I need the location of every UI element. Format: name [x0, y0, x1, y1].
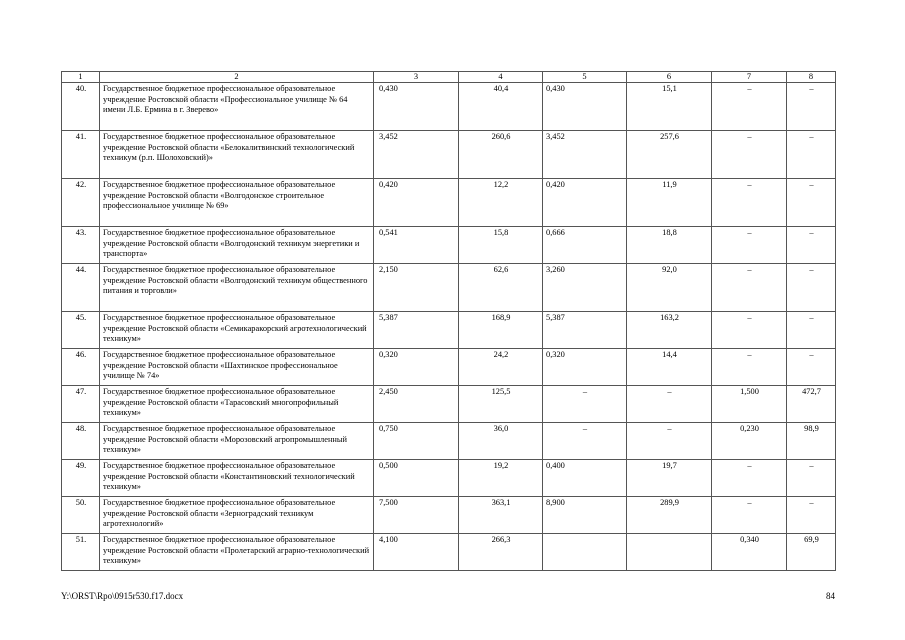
value-col-3: 0,320: [374, 349, 459, 386]
value-col-7: –: [712, 83, 787, 131]
table-row: [62, 423, 836, 460]
value-col-6: 15,1: [627, 83, 712, 131]
institution-name: Государственное бюджетное профессиональное образовательное учреждение Ростовской области «Волгодонское строительное профессиональное училище № 69»: [100, 179, 374, 227]
institution-name: Государственное бюджетное профессиональное образовательное учреждение Ростовской области «Белокалитвинский технологический техникум (р.п. Шолоховский)»: [100, 131, 374, 179]
institution-name: Государственное бюджетное профессиональное образовательное учреждение Ростовской области «Профессиональное училище № 64 имени Л.Б. Ермина в г. Зверево»: [100, 83, 374, 131]
table-row: [62, 83, 836, 131]
table-row: [62, 312, 836, 349]
value-col-3: 7,500: [374, 497, 459, 534]
value-col-4: 19,2: [459, 460, 543, 497]
value-col-7: –: [712, 460, 787, 497]
value-col-6: [627, 534, 712, 571]
value-col-8: 98,9: [787, 423, 836, 460]
value-col-4: 168,9: [459, 312, 543, 349]
value-col-4: 260,6: [459, 131, 543, 179]
column-header: 7: [712, 72, 787, 83]
value-col-4: 363,1: [459, 497, 543, 534]
value-col-6: 289,9: [627, 497, 712, 534]
value-col-3: 2,150: [374, 264, 459, 312]
institution-name: Государственное бюджетное профессиональное образовательное учреждение Ростовской области «Волгодонский техникум общественного питания и торговли»: [100, 264, 374, 312]
value-col-6: 14,4: [627, 349, 712, 386]
row-number: 43.: [62, 227, 100, 264]
value-col-5: 0,666: [543, 227, 627, 264]
value-col-7: 1,500: [712, 386, 787, 423]
value-col-4: 15,8: [459, 227, 543, 264]
value-col-8: –: [787, 349, 836, 386]
table-row: [62, 349, 836, 386]
row-number: 44.: [62, 264, 100, 312]
institution-name: Государственное бюджетное профессиональное образовательное учреждение Ростовской области «Пролетарский аграрно-технологический техникум»: [100, 534, 374, 571]
column-header: 1: [62, 72, 100, 83]
value-col-5: 0,400: [543, 460, 627, 497]
value-col-6: 19,7: [627, 460, 712, 497]
institution-name: Государственное бюджетное профессиональное образовательное учреждение Ростовской области «Семикаракорский агротехнологический техникум»: [100, 312, 374, 349]
value-col-6: 163,2: [627, 312, 712, 349]
value-col-4: 266,3: [459, 534, 543, 571]
value-col-7: 0,230: [712, 423, 787, 460]
column-header: 3: [374, 72, 459, 83]
row-number: 51.: [62, 534, 100, 571]
value-col-6: 18,8: [627, 227, 712, 264]
value-col-5: –: [543, 423, 627, 460]
table-row: [62, 227, 836, 264]
value-col-8: –: [787, 83, 836, 131]
column-header: 4: [459, 72, 543, 83]
value-col-5: 3,452: [543, 131, 627, 179]
institution-name: Государственное бюджетное профессиональное образовательное учреждение Ростовской области «Константиновский технологический техникум»: [100, 460, 374, 497]
value-col-3: 0,430: [374, 83, 459, 131]
value-col-7: –: [712, 264, 787, 312]
value-col-7: –: [712, 227, 787, 264]
value-col-4: 125,5: [459, 386, 543, 423]
value-col-8: –: [787, 460, 836, 497]
value-col-6: 257,6: [627, 131, 712, 179]
value-col-4: 62,6: [459, 264, 543, 312]
page-number: 84: [826, 591, 835, 601]
value-col-3: 0,750: [374, 423, 459, 460]
header-row: [62, 72, 836, 83]
column-header: 6: [627, 72, 712, 83]
column-header: 2: [100, 72, 374, 83]
row-number: 47.: [62, 386, 100, 423]
value-col-6: –: [627, 386, 712, 423]
value-col-5: 8,900: [543, 497, 627, 534]
table-row: [62, 534, 836, 571]
institution-name: Государственное бюджетное профессиональное образовательное учреждение Ростовской области «Зерноградский техникум агротехнологий»: [100, 497, 374, 534]
value-col-3: 0,420: [374, 179, 459, 227]
value-col-6: 92,0: [627, 264, 712, 312]
value-col-7: –: [712, 497, 787, 534]
value-col-3: 3,452: [374, 131, 459, 179]
institution-name: Государственное бюджетное профессиональное образовательное учреждение Ростовской области «Волгодонский техникум энергетики и транспорта»: [100, 227, 374, 264]
data-table: [61, 71, 836, 571]
value-col-4: 24,2: [459, 349, 543, 386]
value-col-3: 0,500: [374, 460, 459, 497]
value-col-6: 11,9: [627, 179, 712, 227]
institution-name: Государственное бюджетное профессиональное образовательное учреждение Ростовской области «Шахтинское профессиональное училище № 74»: [100, 349, 374, 386]
value-col-7: –: [712, 312, 787, 349]
table-row: [62, 497, 836, 534]
row-number: 46.: [62, 349, 100, 386]
value-col-6: –: [627, 423, 712, 460]
value-col-4: 40,4: [459, 83, 543, 131]
table-row: [62, 386, 836, 423]
row-number: 40.: [62, 83, 100, 131]
value-col-3: 5,387: [374, 312, 459, 349]
value-col-8: –: [787, 497, 836, 534]
row-number: 45.: [62, 312, 100, 349]
row-number: 41.: [62, 131, 100, 179]
value-col-5: 0,320: [543, 349, 627, 386]
row-number: 49.: [62, 460, 100, 497]
value-col-3: 4,100: [374, 534, 459, 571]
value-col-5: 0,430: [543, 83, 627, 131]
value-col-4: 12,2: [459, 179, 543, 227]
value-col-7: –: [712, 349, 787, 386]
value-col-8: –: [787, 227, 836, 264]
value-col-5: –: [543, 386, 627, 423]
value-col-8: 69,9: [787, 534, 836, 571]
table-row: [62, 131, 836, 179]
value-col-8: –: [787, 312, 836, 349]
value-col-8: 472,7: [787, 386, 836, 423]
value-col-4: 36,0: [459, 423, 543, 460]
value-col-3: 2,450: [374, 386, 459, 423]
file-path-footer: Y:\ORST\Rpo\0915r530.f17.docx: [61, 591, 184, 601]
value-col-8: –: [787, 264, 836, 312]
value-col-5: [543, 534, 627, 571]
value-col-8: –: [787, 179, 836, 227]
table-row: [62, 179, 836, 227]
row-number: 50.: [62, 497, 100, 534]
value-col-7: –: [712, 131, 787, 179]
value-col-8: –: [787, 131, 836, 179]
value-col-7: –: [712, 179, 787, 227]
table-row: [62, 460, 836, 497]
row-number: 48.: [62, 423, 100, 460]
institution-name: Государственное бюджетное профессиональное образовательное учреждение Ростовской области «Тарасовский многопрофильный техникум»: [100, 386, 374, 423]
institution-name: Государственное бюджетное профессиональное образовательное учреждение Ростовской области «Морозовский агропромышленный техникум»: [100, 423, 374, 460]
column-header: 5: [543, 72, 627, 83]
value-col-7: 0,340: [712, 534, 787, 571]
value-col-3: 0,541: [374, 227, 459, 264]
value-col-5: 3,260: [543, 264, 627, 312]
column-header: 8: [787, 72, 836, 83]
value-col-5: 0,420: [543, 179, 627, 227]
row-number: 42.: [62, 179, 100, 227]
table-row: [62, 264, 836, 312]
value-col-5: 5,387: [543, 312, 627, 349]
